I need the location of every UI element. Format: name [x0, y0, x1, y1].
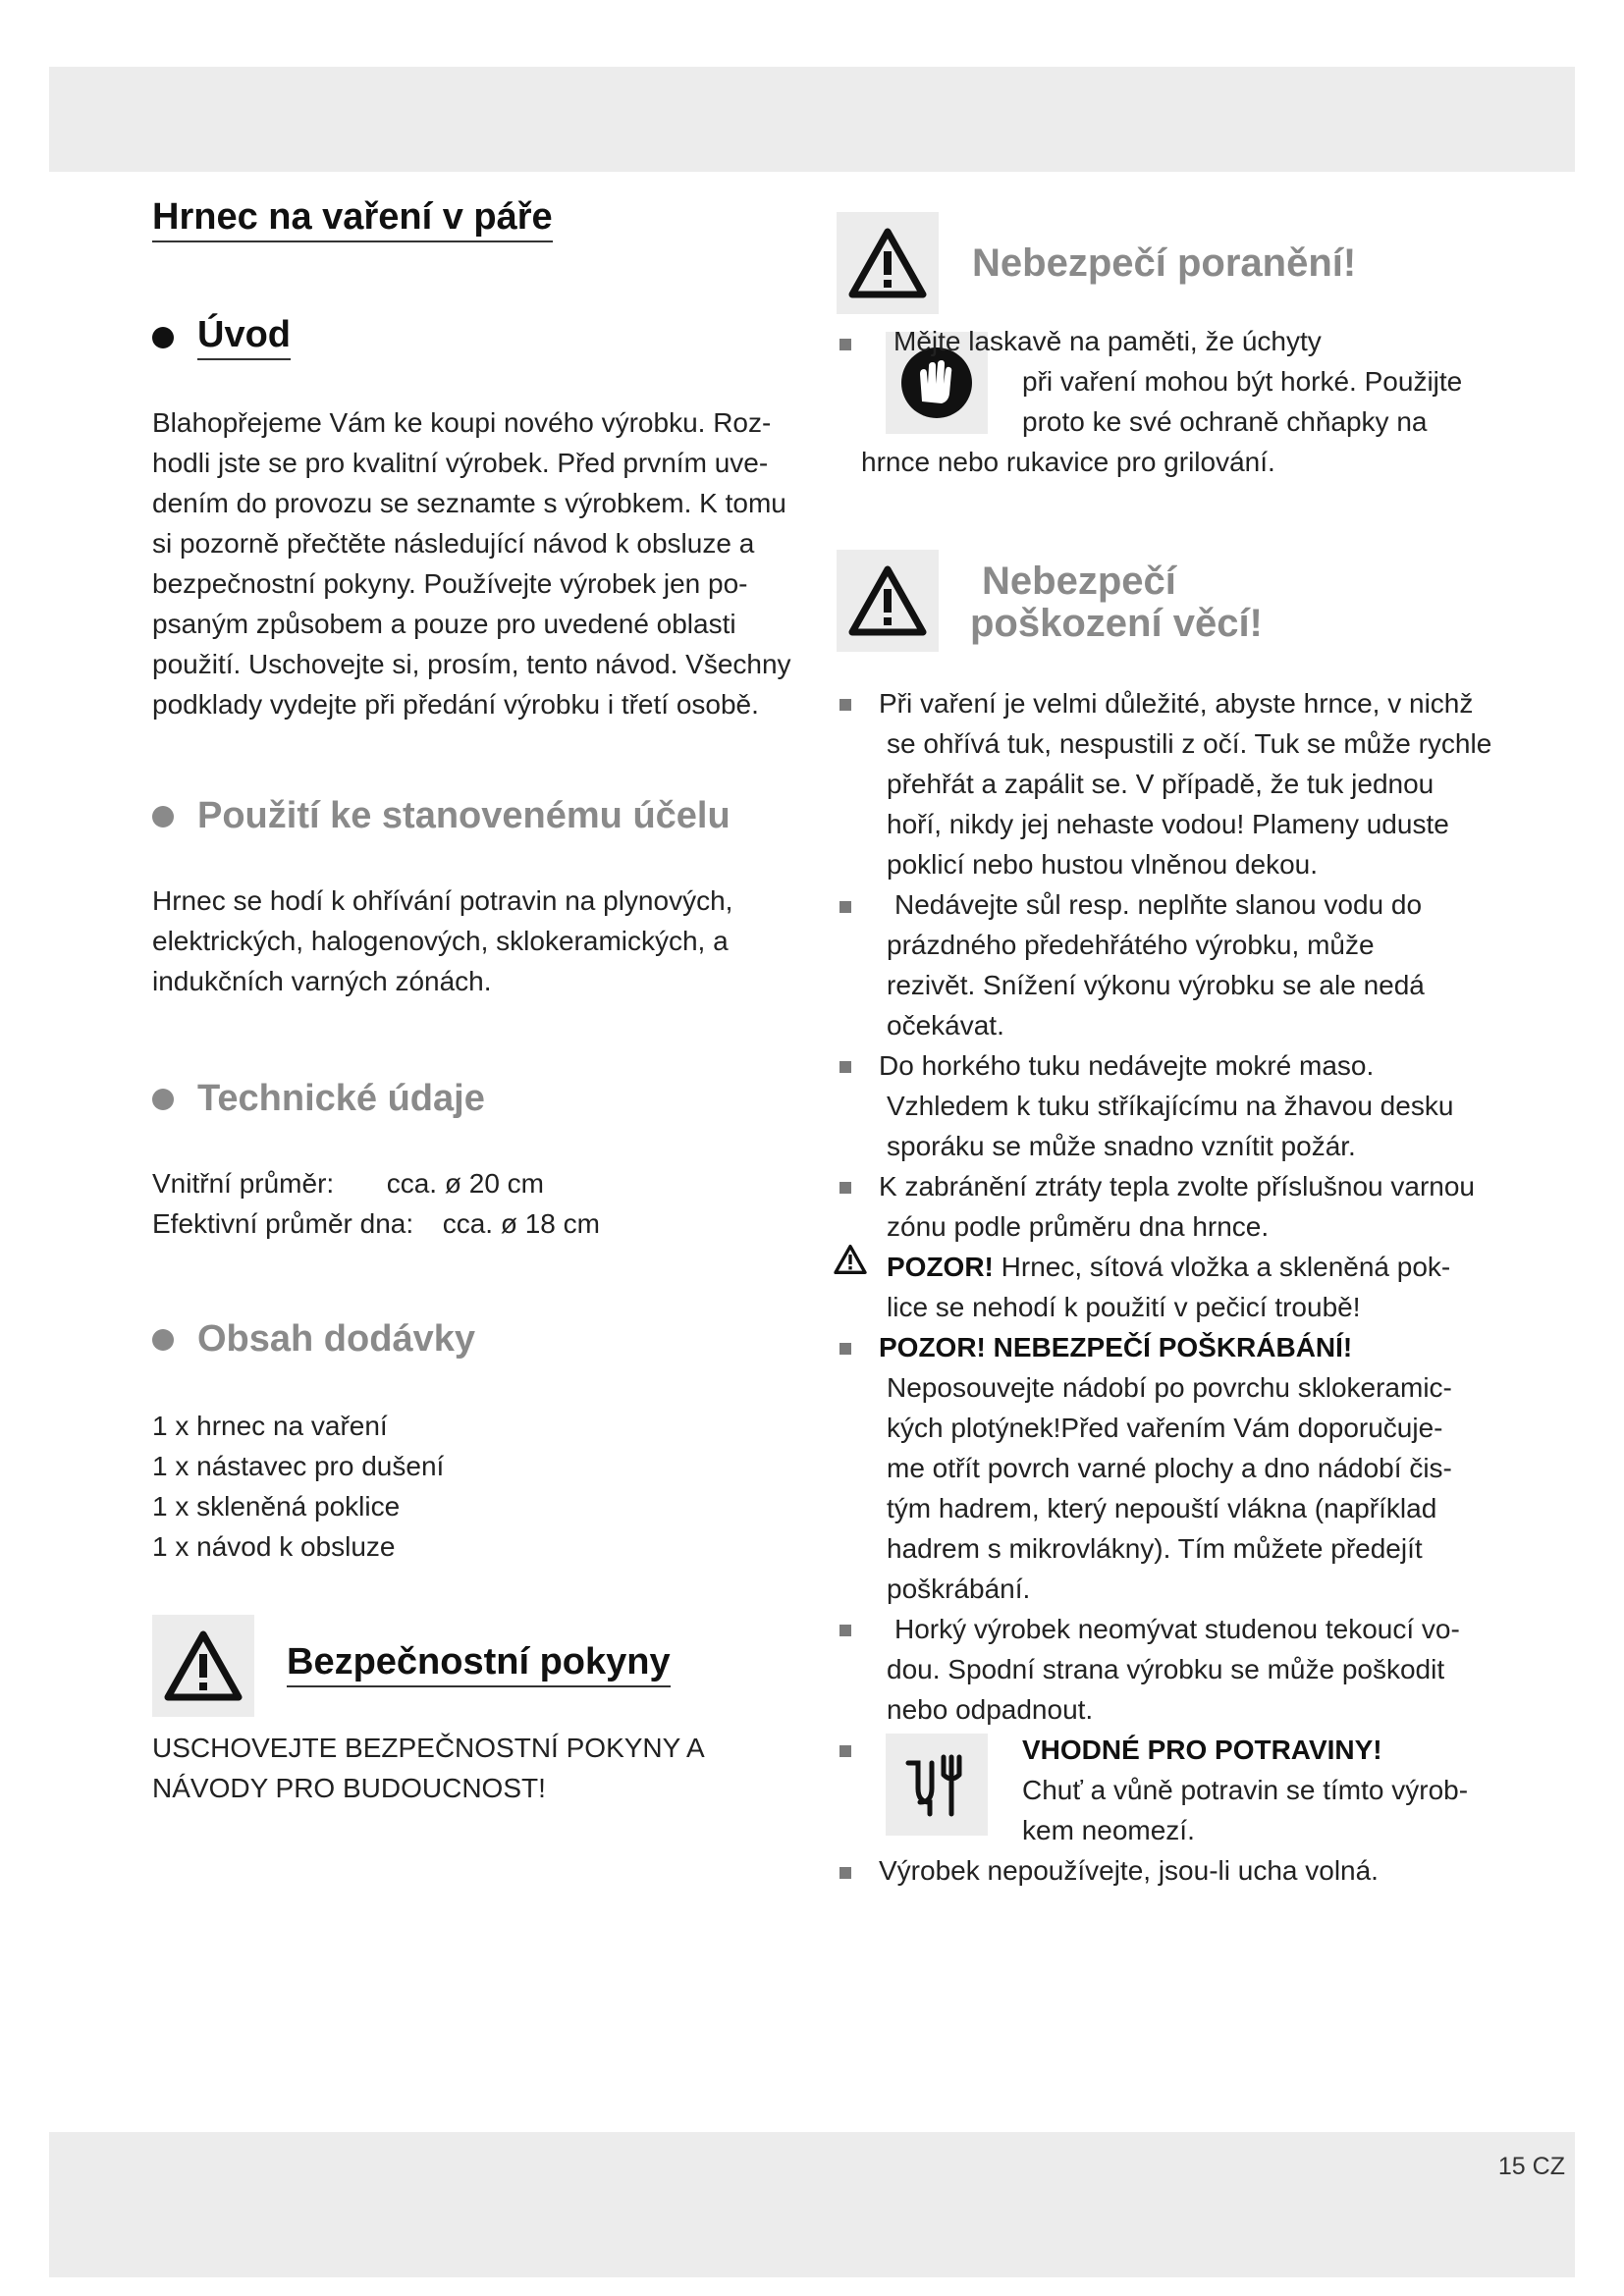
text-line: očekávat. — [887, 1010, 1004, 1041]
text-line: lice se nehodí k použití v pečicí troubě! — [887, 1292, 1361, 1322]
text-line: psaným způsobem a pouze pro uvedené oblasti — [152, 609, 736, 639]
footer-band — [49, 2132, 1575, 2277]
spec-row — [152, 1163, 600, 1203]
page-number: 15 CZ — [1497, 2153, 1565, 2180]
text-line: hoří, nikdy jej nehaste vodou! Plameny uduste — [887, 809, 1449, 839]
use-heading — [152, 795, 731, 837]
spec-label: Vnitřní průměr: — [152, 1168, 335, 1199]
use-heading-text: Použití ke stanovenému účelu — [197, 795, 731, 836]
damage-bullet-2 — [887, 884, 1425, 1045]
text-line: K zabránění ztráty tepla zvolte příslušnou varnou — [879, 1171, 1476, 1201]
text-line: si pozorně přečtěte následující návod k obsluze a — [152, 528, 755, 559]
text-line: kem neomezí. — [1022, 1815, 1195, 1845]
bullet-dot — [152, 1089, 174, 1110]
text-line: bezpečnostní pokyny. Používejte výrobek jen po- — [152, 568, 748, 599]
text-line: poškrábání. — [887, 1574, 1031, 1604]
spec-value: cca. ø 18 cm — [442, 1208, 600, 1239]
bullet-square — [839, 699, 851, 711]
scratch-title: POZOR! NEBEZPEČÍ POŠKRÁBÁNÍ! — [879, 1332, 1353, 1362]
bullet-square — [839, 1343, 851, 1355]
bullet-dot — [152, 327, 174, 348]
warning-icon — [837, 212, 939, 314]
damage-bullet-8: Výrobek nepoužívejte, jsou-li ucha volná. — [879, 1855, 1379, 1886]
text-line: nebo odpadnout. — [887, 1694, 1094, 1725]
use-paragraph — [152, 881, 732, 1001]
text-line: NÁVODY PRO BUDOUCNOST! — [152, 1773, 546, 1803]
text-line: Nedávejte sůl resp. neplňte slanou vodu do — [894, 889, 1423, 920]
text-line: Horký výrobek neomývat studenou tekoucí vo- — [894, 1614, 1460, 1644]
text-line: dou. Spodní strana výrobku se může poškodit — [887, 1654, 1445, 1684]
scratch-warning — [879, 1327, 1452, 1609]
injury-line-4: hrnce nebo rukavice pro grilování. — [861, 447, 1275, 477]
bullet-square — [839, 339, 851, 350]
safety-heading-text: Bezpečnostní pokyny — [287, 1641, 671, 1687]
safety-heading — [287, 1641, 671, 1687]
text-line: Při vaření je velmi důležité, abyste hrnce, v nichž — [879, 688, 1474, 719]
text-line: rezivět. Snížení výkonu výrobku se ale nedá — [887, 970, 1425, 1000]
text-line: tým hadrem, který nepouští vlákna (například — [887, 1493, 1437, 1523]
pozor-notice — [887, 1247, 1450, 1327]
tech-heading — [152, 1078, 485, 1120]
text-line: použití. Uschovejte si, prosím, tento návod. Všechny — [152, 649, 791, 679]
damage-bullet-3 — [879, 1045, 1453, 1166]
small-warning-icon — [834, 1245, 867, 1279]
text-line: me otřít povrch varné plochy a dno nádobí čis- — [887, 1453, 1452, 1483]
injury-line-3: proto ke své ochraně chňapky na — [1022, 406, 1428, 437]
text-line: se ohřívá tuk, nespustili z očí. Tuk se může rychle — [887, 728, 1492, 759]
list-item: 1 x skleněná poklice — [152, 1491, 401, 1522]
food-title: VHODNÉ PRO POTRAVINY! — [1022, 1735, 1382, 1765]
pozor-text: Hrnec, sítová vložka a skleněná pok- — [1001, 1252, 1451, 1282]
pozor-label: POZOR! — [887, 1252, 994, 1282]
text-line: podklady vydejte při předání výrobku i třetí osobě. — [152, 689, 759, 720]
contents-heading-text: Obsah dodávky — [197, 1318, 475, 1360]
damage-bullet-6 — [887, 1609, 1460, 1730]
text-line: přehřát a zapálit se. V případě, že tuk jednou — [887, 769, 1435, 799]
intro-heading-text: Úvod — [197, 314, 291, 360]
bullet-square — [839, 1182, 851, 1194]
text-line: hadrem s mikrovlákny). Tím můžete předejít — [887, 1533, 1423, 1564]
text-line: poklicí nebo hustou vlněnou dekou. — [887, 849, 1318, 880]
bullet-dot — [152, 1329, 174, 1351]
list-item: 1 x návod k obsluze — [152, 1531, 396, 1562]
food-safe-notice — [1022, 1730, 1468, 1850]
injury-line-2: při vaření mohou být horké. Použijte — [1022, 366, 1463, 397]
header-band — [49, 67, 1575, 172]
bullet-square — [839, 901, 851, 913]
text-line: zónu podle průměru dna hrnce. — [887, 1211, 1270, 1242]
text-line: USCHOVEJTE BEZPEČNOSTNÍ POKYNY A — [152, 1733, 705, 1763]
tech-specs — [152, 1163, 600, 1244]
warning-icon — [837, 550, 939, 652]
food-safe-icon — [886, 1734, 988, 1836]
list-item: 1 x hrnec na vaření — [152, 1411, 388, 1441]
intro-paragraph — [152, 402, 791, 724]
spec-value: cca. ø 20 cm — [386, 1168, 544, 1199]
injury-heading: Nebezpečí poranění! — [972, 241, 1357, 285]
spec-label: Efektivní průměr dna: — [152, 1208, 414, 1239]
contents-heading — [152, 1318, 475, 1361]
text-line: Do horkého tuku nedávejte mokré maso. — [879, 1050, 1375, 1081]
bullet-square — [839, 1061, 851, 1073]
text-line: indukčních varných zónách. — [152, 966, 492, 996]
text-line: elektrických, halogenových, sklokeramických, a — [152, 926, 729, 956]
bullet-dot — [152, 806, 174, 828]
warning-icon — [152, 1615, 254, 1717]
text-line: Neposouvejte nádobí po povrchu sklokeramic- — [887, 1372, 1452, 1403]
text-line: sporáku se může snadno vznítit požár. — [887, 1131, 1356, 1161]
text-line: Blahopřejeme Vám ke koupi nového výrobku. Roz- — [152, 407, 772, 438]
damage-bullet-4 — [879, 1166, 1475, 1247]
text-line — [887, 1247, 1450, 1287]
damage-bullet-1 — [879, 683, 1491, 884]
text-line: hodli jste se pro kvalitní výrobek. Před prvním uve- — [152, 448, 769, 478]
damage-heading-1: Nebezpečí — [982, 560, 1176, 603]
bullet-square — [839, 1745, 851, 1757]
spec-row — [152, 1203, 600, 1244]
text-line: Chuť a vůně potravin se tímto výrob- — [1022, 1775, 1469, 1805]
bullet-square — [839, 1867, 851, 1879]
text-line: dením do provozu se seznamte s výrobkem. K tomu — [152, 488, 786, 518]
text-line: Vzhledem k tuku stříkajícímu na žhavou desku — [887, 1091, 1454, 1121]
safety-notice — [152, 1728, 705, 1808]
page-title: Hrnec na vaření v páře — [152, 196, 553, 242]
text-line: kých plotýnek!Před vařením Vám doporučuje- — [887, 1413, 1443, 1443]
tech-heading-text: Technické údaje — [197, 1078, 485, 1119]
list-item: 1 x nástavec pro dušení — [152, 1451, 445, 1481]
intro-heading — [152, 314, 291, 360]
bullet-square — [839, 1625, 851, 1636]
contents-list — [152, 1406, 444, 1567]
text-line: Hrnec se hodí k ohřívání potravin na plynových, — [152, 885, 733, 916]
text-line: prázdného předehřátého výrobku, může — [887, 930, 1375, 960]
injury-line-1: Mějte laskavě na paměti, že úchyty — [893, 326, 1322, 356]
damage-heading-2: poškození věcí! — [970, 602, 1263, 645]
